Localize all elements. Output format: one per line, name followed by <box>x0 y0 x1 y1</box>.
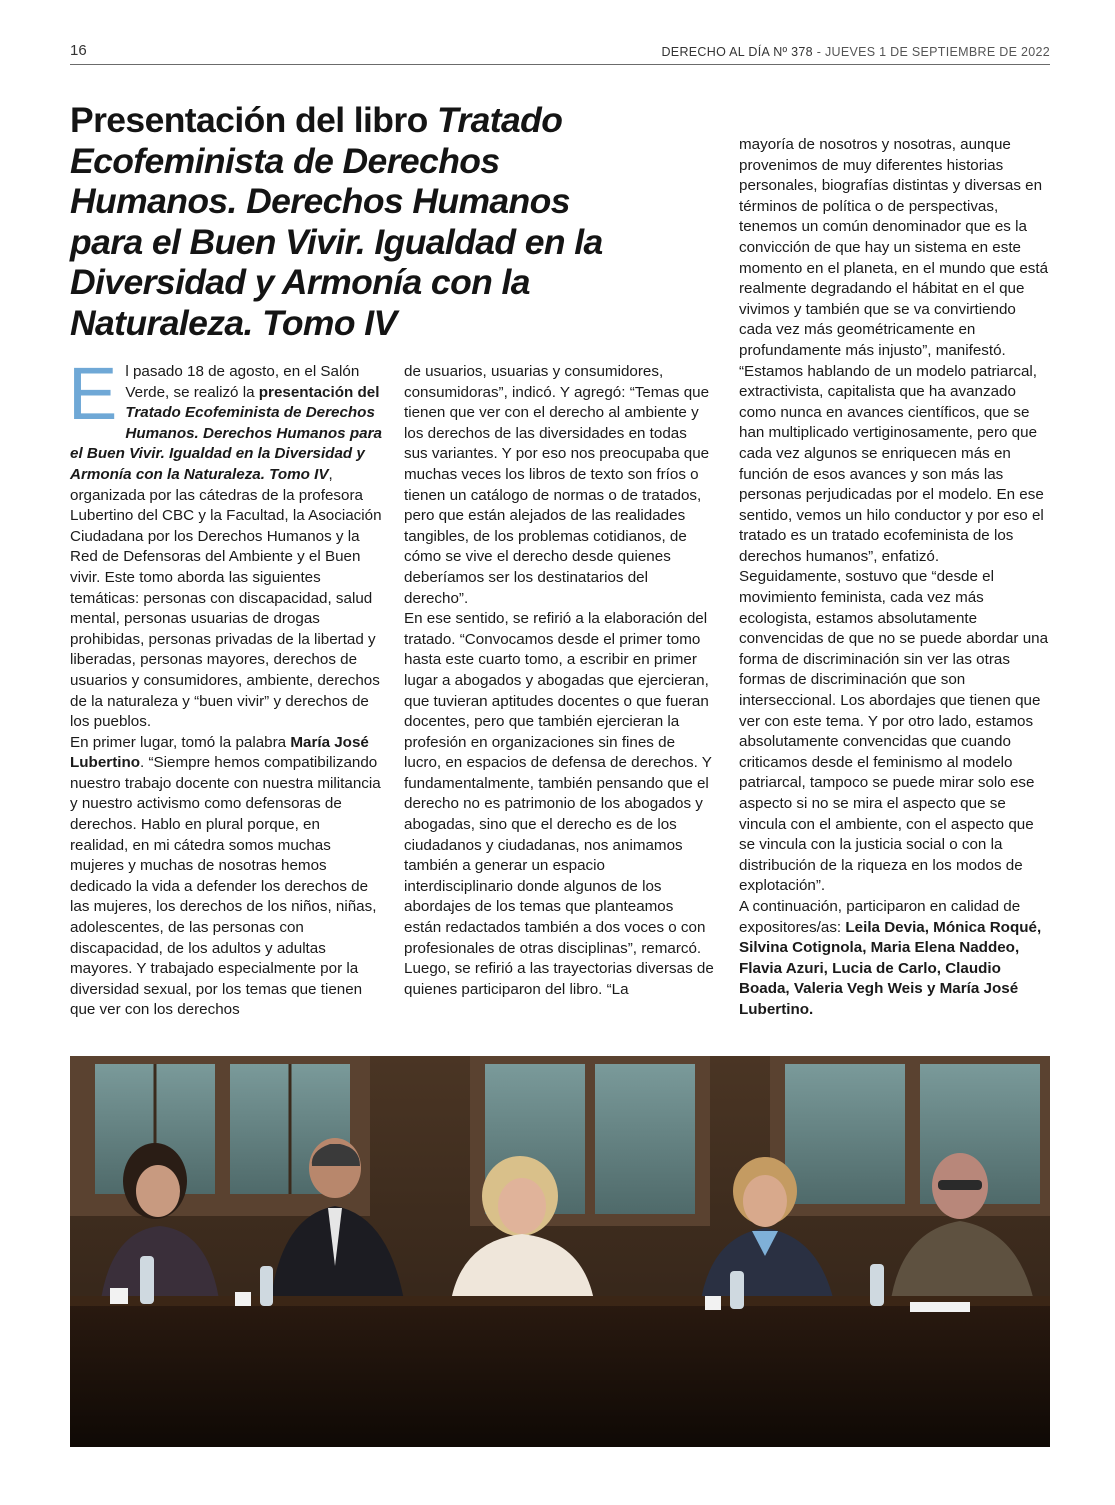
window-right <box>770 1056 1050 1216</box>
drop-cap: E <box>68 352 118 435</box>
paragraph-speaker <box>70 733 382 1021</box>
paragraph-trajectories: Luego, se refirió a las trayectorias diversas de quienes participaron del libro. “La <box>404 960 714 998</box>
speaker-name: María José Lubertino <box>70 733 369 772</box>
speakers-intro: A continuación, participaron en calidad de expositores/as: <box>739 897 1021 936</box>
event-photo-illustration <box>70 1056 1050 1447</box>
intro-text-d: , organizada por las cátedras de la profesora Lubertino del CBC y la Facultad, la Asociación Ciudadana por los Derechos Humanos y la Red de Defensoras del Ambiente y el Buen vivir. Este tomo aborda las siguientes temáticas: personas con discapacidad, salud mental, personas usuarias de drogas prohibidas, personas privadas de la libertad y liberadas, personas mayores, derechos de usuarios y consumidores, ambiente, derechos de la naturaleza y “buen vivir” y derechos de los pueblos. <box>70 465 382 731</box>
publication-date: JUEVES 1 DE SEPTIEMBRE DE 2022 <box>824 45 1050 59</box>
event-photo <box>70 1056 1050 1447</box>
article-column-1 <box>68 352 382 1021</box>
article-title <box>70 100 630 343</box>
title-italic: Tratado Ecofeminista de Derechos Humanos. Derechos Humanos para el Buen Vivir. Igualdad en la Diversidad y Armonía con la Naturaleza. Tomo IV <box>70 100 603 343</box>
publication-separator: - <box>812 45 825 59</box>
title-plain: Presentación del libro <box>70 100 437 140</box>
paragraph-quote-cont: de usuarios, usuarias y consumidores, consumidoras”, indicó. Y agregó: “Temas que tienen que ver con el derecho al ambiente y los derechos de las diversidades en todas sus variantes. Y por eso nos preocupaba que muchas veces los libros de texto son fríos o tienen un catálogo de normas o de tratados, pero que están alejados de las realidades tangibles, de los problemas cotidianos, de cómo se vive el derecho desde quienes deberíamos ser los destinatarios del derecho”. <box>404 363 710 607</box>
publication-line <box>661 45 1050 59</box>
speakers-names: Leila Devia, Mónica Roqué, Silvina Cotignola, Maria Elena Naddeo, Flavia Azuri, Lucia de Carlo, Claudio Boada, Valeria Vegh Weis y María José Lubertino. <box>739 918 1042 1018</box>
paragraph-model: mayoría de nosotros y nosotras, aunque provenimos de muy diferentes historias personales, biografías distintas y diversas en términos de política o de perspectivas, tenemos un común denominador que es la convicción de que hay un sistema en este momento en el planeta, en el mundo que está realmente degradando el hábitat en el que vivimos y también que se va convirtiendo cada vez más geométricamente en profundamente más injusto”, manifestó. “Estamos hablando de un modelo patriarcal, extractivista, capitalista que ha avanzado como nunca en avances científicos, que se han multiplicado vertiginosamente, pero que cada vez algunos se enriquecen más en función de esos avances y son más las personas perjudicadas por el modelo. En ese sentido, vemos un hilo conductor y por eso el tratado es un tratado ecofeminista de los derechos humanos”, enfatizó. <box>739 136 1049 565</box>
page-header <box>70 36 1050 65</box>
intro-bold: presentación del <box>258 383 380 401</box>
paragraph-elaboration: En ese sentido, se refirió a la elaboración del tratado. “Convocamos desde el primer tomo hasta este cuarto tomo, a escribir en primer lugar a abogados y abogadas que ejercieran, que tuvieran aptitudes docentes o que fueran docentes, pero que también ejercieran la profesión en organizaciones sin fines de lucro, en espacios de defensa de derechos. Y fundamentalmente, también pensando que el derecho no es patrimonio de los abogados y abogadas, sino que el derecho es de los ciudadanos y ciudadanas, nos animamos también a generar un espacio interdisciplinario donde algunos de los abordajes de los temas que planteamos están redactados también a dos voces o con profesionales de otras disciplinas”, remarcó. <box>404 610 712 957</box>
paragraph-speakers <box>739 897 1051 1021</box>
intro-text-a: l pasado 18 de agosto, en el Salón Verde, se realizó la <box>125 363 360 401</box>
page-number: 16 <box>70 42 87 59</box>
article-column-3 <box>739 135 1051 1021</box>
paragraph-intro <box>68 352 382 733</box>
publication-name: DERECHO AL DÍA Nº 378 <box>661 45 813 59</box>
intro-book-title: Tratado Ecofeminista de Derechos Humanos. Derechos Humanos para el Buen Vivir. Igualdad en la Diversidad y Armonía con la Naturaleza. Tomo IV <box>70 404 382 483</box>
speaker-quote: . “Siempre hemos compatibilizando nuestro trabajo docente con nuestra militancia y nuestro activismo como defensoras de derechos. Hablo en plural porque, en realidad, en mi cátedra somos muchas mujeres y muchas de nosotras hemos dedicado la vida a defender los derechos de las mujeres, los derechos de los niños, niñas, adolescentes, de las personas con discapacidad, de los adultos y adultas mayores. Y trabajado especialmente por la diversidad sexual, por los temas que tienen que ver con los derechos <box>70 754 381 1019</box>
speaker-text-a: En primer lugar, tomó la palabra <box>70 733 291 751</box>
article-column-2 <box>404 362 714 1000</box>
paragraph-feminism: Seguidamente, sostuvo que “desde el movimiento feminista, cada vez más ecologista, estamos absolutamente convencidas de que no se puede abordar una forma de discriminación sin ver las otras formas de discriminación que son interseccional. Los abordajes que tienen que ver con este tema. Y por otro lado, estamos absolutamente convencidas que cuando criticamos desde el feminismo al modelo patriarcal, tampoco se puede mirar solo ese aspecto si no se mira el aspecto que se vincula con el ambiente, con el aspecto que se vincula con la justicia social o con la distribución de la riqueza en los modos de explotación”. <box>739 568 1049 895</box>
